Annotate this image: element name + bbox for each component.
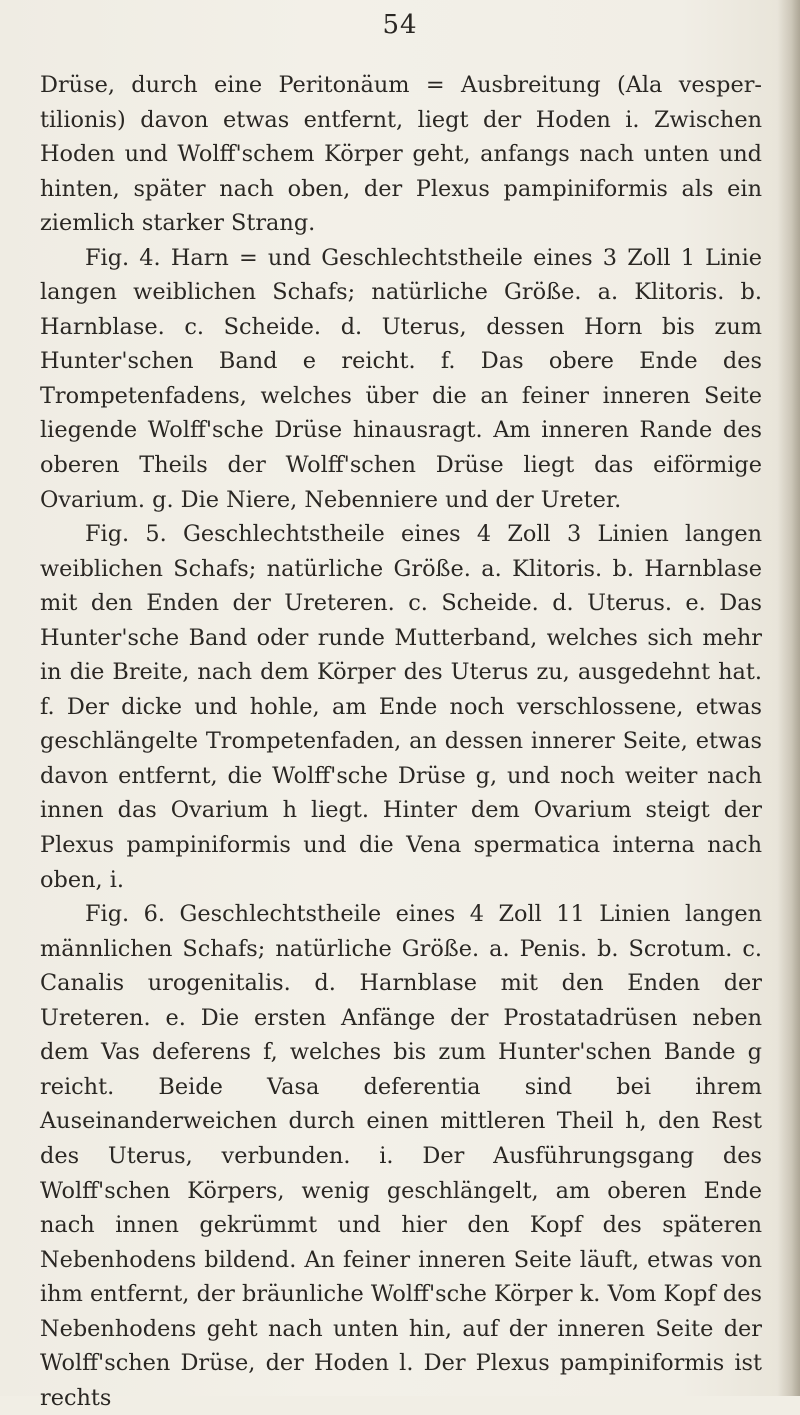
paragraph-fig-6: Fig. 6. Geschlechtstheile eines 4 Zoll 11 Linien langen männlichen Schafs; natürliche Größe. a. Penis. b. Scrotum. c. Canalis urogenitalis. d. Harnblase mit den Enden der Ureteren. e. Die ersten Anfänge der Prostatadrüsen neben dem Vas deferens f, welches bis zum Hunter'schen Bande g reicht. Beide Vasa deferentia sind bei ihrem Auseinanderweichen durch einen mittleren Theil h, den Rest des Uterus, verbunden. i. Der Ausführungsgang des Wolff'schen Körpers, wenig geschlängelt, am oberen Ende nach innen gekrümmt und hier den Kopf des späteren Nebenhodens bildend. An feiner inneren Seite läuft, etwas von ihm entfernt, der bräunliche Wolff'sche Körper k. Vom Kopf des Nebenhodens geht nach unten hin, auf der inneren Seite der Wolff'schen Drüse, der Hoden l. Der Plexus pampiniformis ist rechts: [40, 901, 762, 1411]
paragraph-continuation: Drüse, durch eine Peritonäum = Ausbreitung (Ala vespertilionis) davon etwas entfernt, liegt der Hoden i. Zwischen Hoden und Wolff'schem Körper geht, anfangs nach unten und hinten, später nach oben, der Plexus pampiniformis als ein ziemlich starker Strang.: [40, 72, 762, 237]
paragraph-fig-5: Fig. 5. Geschlechtstheile eines 4 Zoll 3 Linien langen weiblichen Schafs; natürliche Größe. a. Klitoris. b. Harnblase mit den Enden der Ureteren. c. Scheide. d. Uterus. e. Das Hunter'sche Band oder runde Mutterband, welches sich mehr in die Breite, nach dem Körper des Uterus zu, ausgedehnt hat. f. Der dicke und hohle, am Ende noch verschlossene, etwas geschlängelte Trompetenfaden, an dessen innerer Seite, etwas davon entfernt, die Wolff'sche Drüse g, und noch weiter nach innen das Ovarium h liegt. Hinter dem Ovarium steigt der Plexus pampiniformis und die Vena spermatica interna nach oben, i.: [40, 521, 762, 893]
paragraph-fig-4: Fig. 4. Harn = und Geschlechtstheile eines 3 Zoll 1 Linie langen weiblichen Schafs; natürliche Größe. a. Klitoris. b. Harnblase. c. Scheide. d. Uterus, dessen Horn bis zum Hunter'schen Band e reicht. f. Das obere Ende des Trompetenfadens, welches über die an feiner inneren Seite liegende Wolff'sche Drüse hinausragt. Am inneren Rande des oberen Theils der Wolff'schen Drüse liegt das eiförmige Ovarium. g. Die Niere, Nebenniere und der Ureter.: [40, 244, 762, 513]
page-number: 54: [382, 10, 418, 40]
page-edge-shadow: [778, 0, 800, 1396]
page-body-text: [40, 68, 762, 1415]
